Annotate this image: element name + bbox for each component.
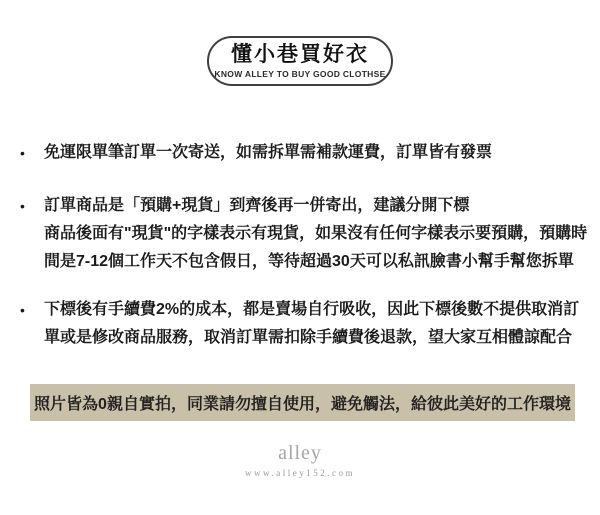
photo-copyright-notice xyxy=(30,384,575,421)
policy-line: 免運限單筆訂單一次寄送，如需拆單需補款運費，訂單皆有發票 xyxy=(44,144,493,161)
bullet-icon: • xyxy=(20,145,25,161)
policy-line: 間是7-12個工作天不包含假日，等待超過30天可以私訊臉書小幫手幫您拆單 xyxy=(44,253,574,270)
policy-bullet-preorder-text xyxy=(44,192,587,276)
footer-website-url: www.alley152.com xyxy=(245,468,355,478)
policy-line: 單或是修改商品服務，取消訂單需扣除手續費後退款，望大家互相體諒配合 xyxy=(44,329,573,346)
footer xyxy=(0,441,600,479)
brand-badge xyxy=(207,36,393,86)
policy-bullet-preorder xyxy=(20,192,586,276)
footer-brand-name: alley xyxy=(278,442,322,464)
photo-copyright-notice-text: 照片皆為0親自實拍，同業請勿擅自使用，避免觸法，給彼此美好的工作環境 xyxy=(34,396,571,413)
bullet-icon: • xyxy=(20,198,25,214)
bullet-icon: • xyxy=(20,302,25,318)
policy-bullet-shipping-text xyxy=(44,139,586,167)
brand-subtitle: KNOW ALLEY TO BUY GOOD CLOTHSE xyxy=(214,69,386,80)
brand-title: 懂小巷買好衣 xyxy=(231,42,369,66)
policy-bullet-cancellation-text xyxy=(44,296,586,352)
policy-line: 訂單商品是「預購+現貨」到齊後再一併寄出，建議分開下標 xyxy=(44,197,470,214)
policy-bullet-shipping xyxy=(20,139,586,167)
policy-bullet-cancellation xyxy=(20,296,586,352)
policy-line: 下標後有手續費2%的成本，都是賣場自行吸收，因此下標後數不提供取消訂 xyxy=(44,301,580,318)
policy-line: 商品後面有"現貨"的字樣表示有現貨，如果沒有任何字樣表示要預購，預購時 xyxy=(44,225,588,242)
